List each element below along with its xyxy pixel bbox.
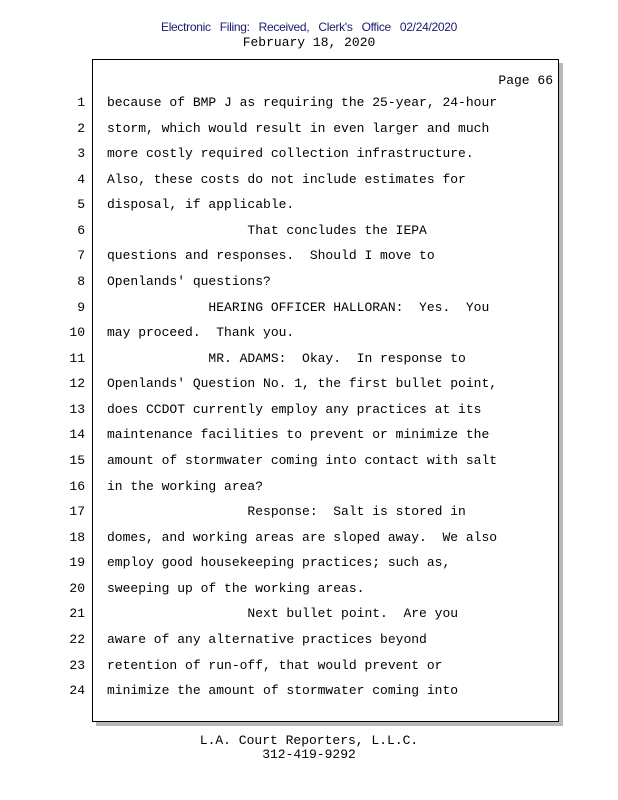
transcript-line: domes, and working areas are sloped away. We also: [107, 529, 498, 545]
line-number: 4: [77, 171, 85, 187]
transcript-line: maintenance facilities to prevent or minimize the: [107, 427, 490, 443]
filing-stamp: Electronic Filing: Received, Clerk's Office 02/24/2020: [160, 20, 457, 34]
transcript-line: Openlands' questions?: [107, 273, 271, 289]
line-number: 18: [69, 529, 85, 545]
transcript-line: more costly required collection infrastructure.: [107, 146, 474, 162]
transcript-line: Also, these costs do not include estimates for: [107, 171, 466, 187]
transcript-line: Next bullet point. Are you: [107, 606, 459, 622]
line-number: 11: [69, 350, 85, 366]
transcript-line: disposal, if applicable.: [107, 197, 295, 213]
line-number: 21: [69, 606, 85, 622]
line-number: 13: [69, 401, 85, 417]
transcript-line: because of BMP J as requiring the 25-year, 24-hour: [107, 95, 498, 110]
transcript-line: in the working area?: [107, 478, 264, 494]
line-number: 12: [69, 376, 85, 392]
transcript-date: February 18, 2020: [242, 35, 376, 50]
transcript-line: retention of run-off, that would prevent or: [107, 657, 443, 673]
transcript-line: MR. ADAMS: Okay. In response to: [107, 350, 466, 366]
reporter-company: L.A. Court Reporters, L.L.C.: [199, 733, 419, 748]
transcript-line: aware of any alternative practices beyond: [107, 631, 427, 647]
transcript-line: amount of stormwater coming into contact with salt: [107, 452, 498, 468]
transcript-line: does CCDOT currently employ any practices at its: [107, 401, 482, 417]
line-number: 14: [69, 427, 85, 443]
transcript-line: employ good housekeeping practices; such as,: [107, 555, 451, 571]
line-number: 15: [69, 452, 85, 468]
line-number: 2: [77, 120, 85, 136]
line-number: 16: [69, 478, 85, 494]
line-number: 20: [69, 580, 85, 596]
line-number: 23: [69, 657, 85, 673]
transcript-line: minimize the amount of stormwater coming into: [107, 683, 459, 699]
transcript-line: may proceed. Thank you.: [107, 325, 295, 341]
line-number: 8: [77, 273, 85, 289]
transcript-line: questions and responses. Should I move to: [107, 248, 435, 264]
transcript-line: HEARING OFFICER HALLORAN: Yes. You: [107, 299, 490, 315]
line-number: 22: [69, 631, 85, 647]
line-number: 24: [69, 683, 85, 699]
line-number: 17: [69, 504, 85, 520]
line-number: 9: [77, 299, 85, 315]
line-number: 10: [69, 325, 85, 341]
transcript-line: sweeping up of the working areas.: [107, 580, 365, 596]
line-number: 1: [77, 95, 85, 110]
line-number: 5: [77, 197, 85, 213]
footer: [0, 734, 618, 762]
transcript-line: Openlands' Question No. 1, the first bullet point,: [107, 376, 498, 392]
line-number: 19: [69, 555, 85, 571]
transcript-line: storm, which would result in even larger and much: [107, 120, 490, 136]
line-number: 3: [77, 146, 85, 162]
line-number: 7: [77, 248, 85, 264]
line-number: 6: [77, 222, 85, 238]
transcript-line: Response: Salt is stored in: [107, 504, 466, 520]
page-number: Page 66: [498, 73, 553, 88]
transcript-line: That concludes the IEPA: [107, 222, 427, 238]
reporter-phone: 312-419-9292: [262, 747, 356, 762]
